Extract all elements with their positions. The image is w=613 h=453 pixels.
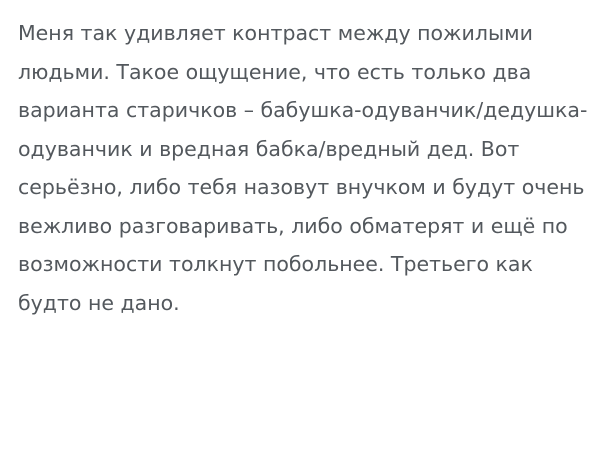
- document-body-text: Меня так удивляет контраст между пожилыми людьми. Такое ощущение, что есть только два варианта старичков – бабушка-одуванчик/дедушка-одуванчик и вредная бабка/вредный дед. Вот серьёзно, либо тебя назовут внучком и будут очень вежливо разговаривать, либо обматерят и ещё по возможности толкнут побольнее. Третьего как будто не дано.: [18, 21, 592, 315]
